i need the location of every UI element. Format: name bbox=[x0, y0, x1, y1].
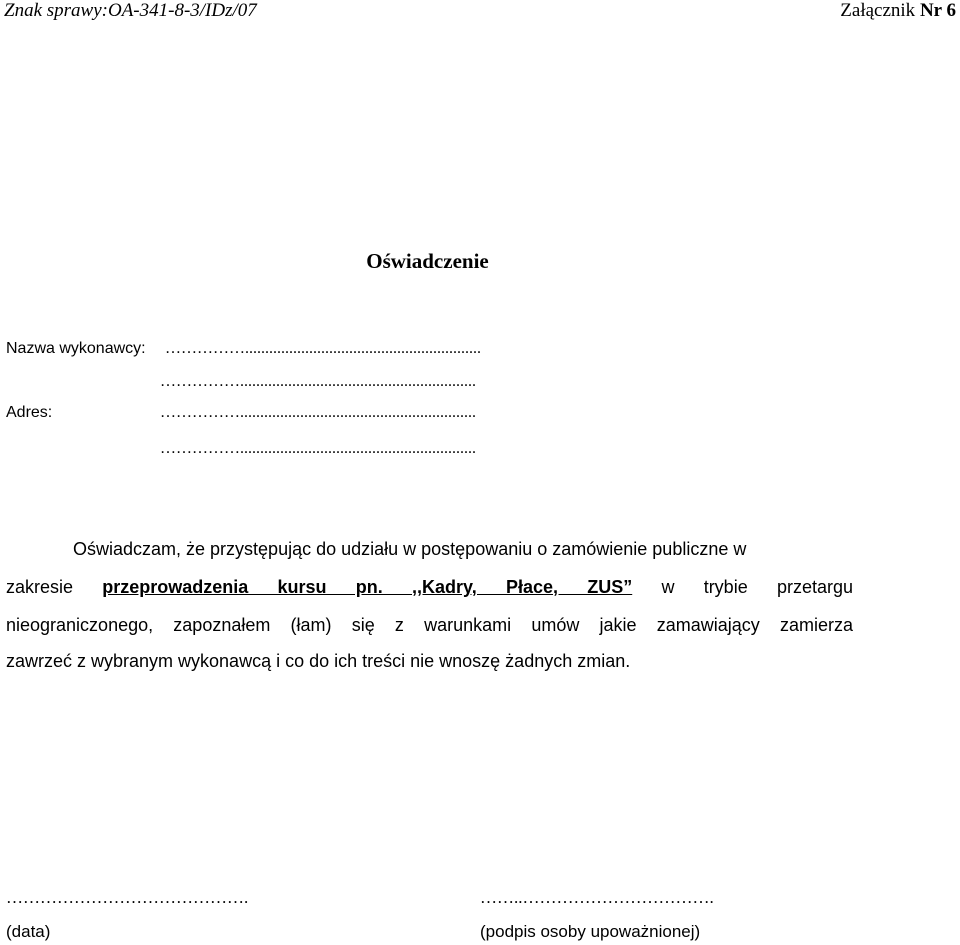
statement-line-4: zawrzeć z wybranym wykonawcą i co do ich treści nie wnoszę żadnych zmian. bbox=[6, 651, 631, 671]
date-dotted-line: ……………………………………. bbox=[6, 888, 249, 907]
contractor-name-label: Nazwa wykonawcy: bbox=[6, 340, 146, 357]
address-line-1[interactable]: ……………........................................................... bbox=[160, 404, 476, 421]
contractor-name-line-2[interactable]: ……………........................................................... bbox=[160, 373, 476, 390]
statement-line-2-start: zakresie bbox=[6, 577, 103, 597]
date-label: (data) bbox=[6, 922, 51, 941]
document-title: Oświadczenie bbox=[366, 249, 489, 273]
signature-dotted-line: ……..……………………………. bbox=[480, 888, 714, 907]
signature-label: (podpis osoby upoważnionej) bbox=[480, 922, 701, 941]
statement-line-1: Oświadczam, że przystępując do udziału w postępowaniu o zamówienie publiczne w bbox=[73, 539, 747, 559]
statement-line-3: nieograniczonego, zapoznałem (łam) się z warunkami umów jakie zamawiający zamierza bbox=[6, 615, 853, 635]
attachment-label bbox=[840, 0, 956, 22]
contractor-name-line-1[interactable]: ……………........................................................... bbox=[165, 340, 481, 357]
address-line-2[interactable]: ……………........................................................... bbox=[160, 440, 476, 457]
attachment-number: Nr 6 bbox=[919, 0, 956, 21]
case-reference: Znak sprawy:OA-341-8-3/IDz/07 bbox=[4, 0, 257, 21]
attachment-prefix: Załącznik bbox=[840, 0, 920, 21]
statement-line-2 bbox=[6, 577, 853, 598]
address-label: Adres: bbox=[6, 404, 53, 421]
statement-line-2-end: w trybie przetargu bbox=[632, 577, 853, 597]
course-name: przeprowadzenia kursu pn. ,,Kadry, Płace, ZUS” bbox=[102, 577, 633, 597]
